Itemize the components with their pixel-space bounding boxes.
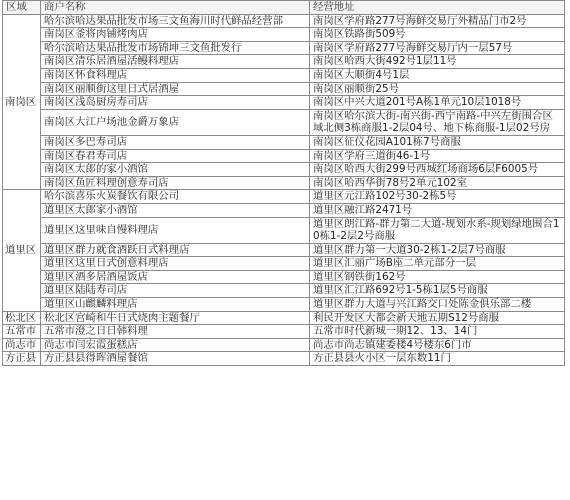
table-row	[3, 135, 565, 149]
address-cell: 道里区元江路102号30-2栋5号	[310, 190, 565, 204]
table-row	[3, 352, 565, 366]
region-cell: 五常市	[3, 325, 41, 339]
table-row	[3, 41, 565, 55]
address-cell: 方正县县火小区一层东数11门	[310, 352, 565, 366]
address-cell: 南岗区哈尔滨大街-南兴街-西宁南路-中兴左街围合区域北侧3栋商服1-2层04号、地下栋商服-1层02号房	[310, 109, 565, 135]
merchant-name-cell: 道里区酒多居酒屋饭店	[41, 270, 310, 284]
address-cell: 南岗区中兴大道201号A栋1单元10层1018号	[310, 96, 565, 110]
table-row	[3, 163, 565, 177]
merchant-name-cell: 南岗区丽顺街这里日式居酒屋	[41, 82, 310, 96]
table-row	[3, 82, 565, 96]
table-row	[3, 14, 565, 28]
region-cell: 尚志市	[3, 338, 41, 352]
merchant-name-cell: 道里区这里味自慢料理店	[41, 217, 310, 243]
table-row	[3, 257, 565, 271]
table-row	[3, 68, 565, 82]
table-row	[3, 270, 565, 284]
merchant-name-cell: 南岗区鱼匠料理创意寿司店	[41, 176, 310, 190]
address-cell: 南岗区学府路277号海鲜交易厅外精品门市2号	[310, 14, 565, 28]
address-cell: 尚志市尚志镇建委楼4号楼东6门市	[310, 338, 565, 352]
table-row	[3, 176, 565, 190]
table-row	[3, 55, 565, 69]
address-cell: 道里区融江路2471号	[310, 203, 565, 217]
merchant-name-cell: 方正县县得晖酒屋餐馆	[41, 352, 310, 366]
merchant-name-cell: 五常市澄之日日韩料理	[41, 325, 310, 339]
table-row	[3, 311, 565, 325]
merchant-name-cell: 南岗区大江户场池金爵万象店	[41, 109, 310, 135]
address-cell: 南岗区大顺街4号1层	[310, 68, 565, 82]
table-row	[3, 325, 565, 339]
address-cell: 南岗区哈西华街78号2单元102室	[310, 176, 565, 190]
merchant-name-cell: 哈尔滨喜乐火炭餐饮有限公司	[41, 190, 310, 204]
merchant-name-cell: 南岗区浅岛厨房寿司店	[41, 96, 310, 110]
address-cell: 南岗区哈西大街492号1层11号	[310, 55, 565, 69]
merchant-name-cell: 南岗区春君寿司店	[41, 149, 310, 163]
merchant-name-cell: 南岗区怀食料理店	[41, 68, 310, 82]
address-cell: 道里区群力大道与兴江路交口处陈金俱乐部二楼	[310, 298, 565, 312]
address-cell: 南岗区哈西大街299号西城红场商场6层F6005号	[310, 163, 565, 177]
address-cell: 南岗区丽顺街25号	[310, 82, 565, 96]
table-row	[3, 96, 565, 110]
table-row	[3, 217, 565, 243]
table-row	[3, 190, 565, 204]
merchant-name-cell: 哈尔滨哈达果品批发市场锦坤三文鱼批发行	[41, 41, 310, 55]
address-cell: 南岗区铁路街509号	[310, 28, 565, 42]
merchant-name-cell: 松北区宫崎和牛日式烧肉主题餐厅	[41, 311, 310, 325]
merchant-name-cell: 道里区山麒麟料理店	[41, 298, 310, 312]
table-row	[3, 298, 565, 312]
region-cell: 松北区	[3, 311, 41, 325]
header-merchant-name: 商户名称	[41, 1, 310, 15]
region-cell: 道里区	[3, 190, 41, 311]
merchant-name-cell: 哈尔滨哈达果品批发市场三文鱼海川时代鲜品经营部	[41, 14, 310, 28]
address-cell: 道里区钢铁街162号	[310, 270, 565, 284]
merchant-name-cell: 道里区群力就食酒跃日式料理店	[41, 243, 310, 257]
merchant-name-cell: 南岗区釜将肉铺烤肉店	[41, 28, 310, 42]
table-row	[3, 109, 565, 135]
region-cell: 南岗区	[3, 14, 41, 190]
merchant-name-cell: 尚志市闫宏霞蛋糕店	[41, 338, 310, 352]
merchant-table	[2, 0, 565, 366]
table-row	[3, 149, 565, 163]
address-cell: 道里区汇江路692号1-5栋1层5号商服	[310, 284, 565, 298]
header-row	[3, 1, 565, 15]
table-row	[3, 28, 565, 42]
address-cell: 道里区群力第一大道30-2栋1-2层7号商服	[310, 243, 565, 257]
address-cell: 道里区汇丽广场B座二单元部分一层	[310, 257, 565, 271]
merchant-name-cell: 南岗区太郎的家小酒馆	[41, 163, 310, 177]
address-cell: 南岗区学府路277号海鲜交易厅内一层57号	[310, 41, 565, 55]
header-address: 经营地址	[310, 1, 565, 15]
table-row	[3, 243, 565, 257]
table-body	[3, 1, 565, 366]
address-cell: 南岗区征仪花园A101栋7号商服	[310, 135, 565, 149]
merchant-name-cell: 南岗区多巴寿司店	[41, 135, 310, 149]
merchant-name-cell: 道里区太郎家小酒馆	[41, 203, 310, 217]
address-cell: 南岗区学府三道街46-1号	[310, 149, 565, 163]
region-cell: 方正县	[3, 352, 41, 366]
merchant-name-cell: 南岗区清乐居酒屋活鳗料理店	[41, 55, 310, 69]
header-region: 区域	[3, 1, 41, 15]
table-row	[3, 338, 565, 352]
table-row	[3, 203, 565, 217]
address-cell: 五常市时代新城一期12、13、14门	[310, 325, 565, 339]
address-cell: 道里区朗江路-群力第二大道-规划水系-规划绿地围合10栋1-2层2号商服	[310, 217, 565, 243]
merchant-name-cell: 道里区这里日式创意料理店	[41, 257, 310, 271]
table-row	[3, 284, 565, 298]
address-cell: 利民开发区大都会新天地五期S12号商服	[310, 311, 565, 325]
merchant-name-cell: 道里区陆陆寿司店	[41, 284, 310, 298]
